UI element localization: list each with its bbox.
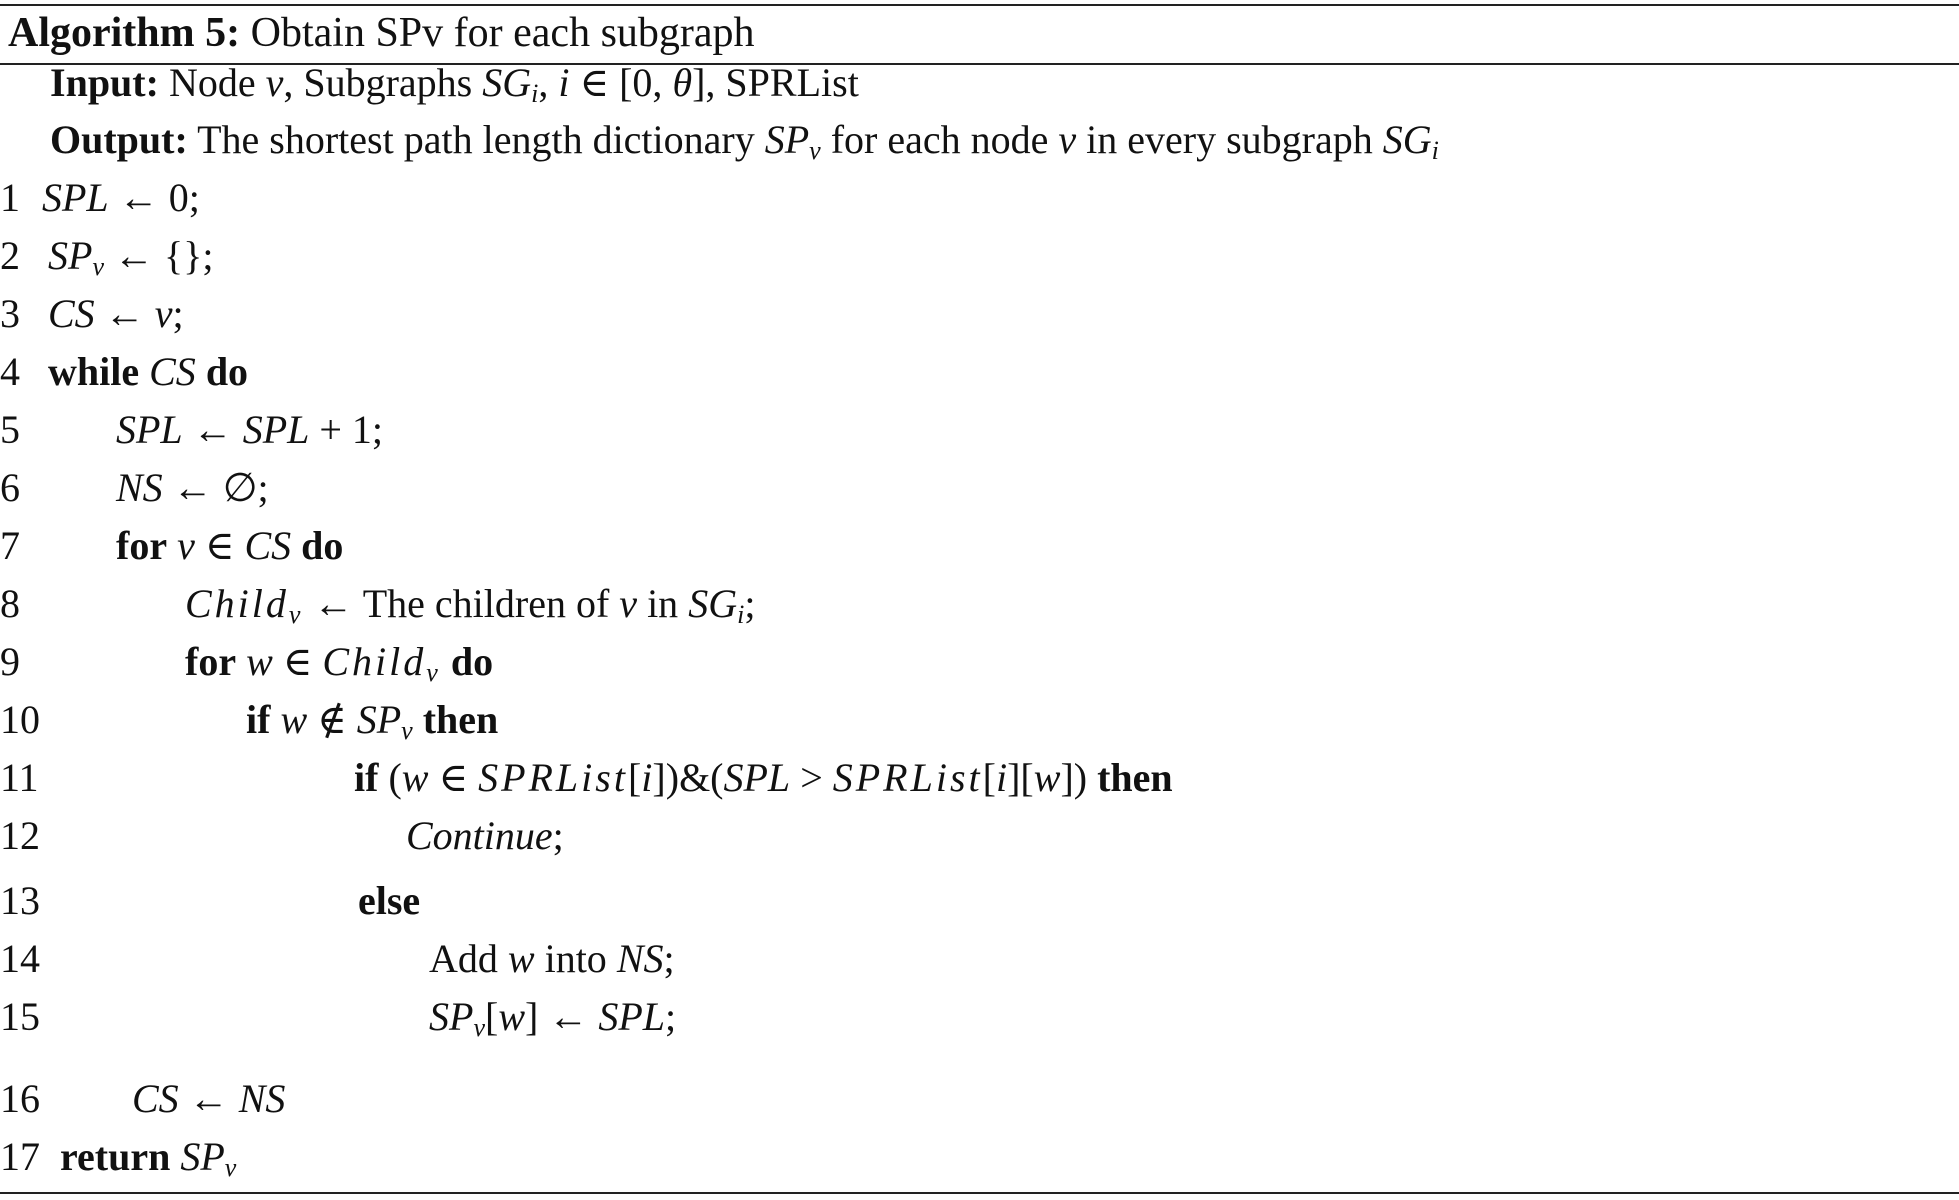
output-text-3: in every subgraph (1076, 117, 1383, 162)
line-number: 13 (0, 878, 40, 923)
line-number: 16 (0, 1076, 40, 1121)
input-label: Input: (50, 60, 159, 105)
output-text-1: The shortest path length dictionary (197, 117, 765, 162)
line-number: 7 (0, 523, 20, 568)
input-subgraph-symbol: $SG_i$ (482, 60, 539, 108)
bottom-rule (0, 1192, 1959, 1194)
input-text-1: Node (168, 60, 266, 105)
line-number: 4 (0, 349, 20, 394)
line-number: 5 (0, 407, 20, 452)
input-node-symbol: v (265, 60, 284, 105)
line-number: 9 (0, 639, 20, 684)
line-number: 2 (0, 233, 20, 278)
line-number: 12 (0, 813, 40, 858)
line-number: 14 (0, 936, 40, 981)
line-number: 3 (0, 291, 20, 336)
algorithm-label: Algorithm 5: (8, 10, 241, 56)
line-number: 1 (0, 175, 20, 220)
input-text-3: , SPRList (705, 60, 859, 105)
line-number: 6 (0, 465, 20, 510)
line-number: 8 (0, 581, 20, 626)
line-number: 17 (0, 1134, 40, 1179)
line-number: 11 (0, 755, 39, 800)
algorithm-caption (8, 6, 755, 60)
algorithm-title: Obtain SPv for each subgraph (250, 10, 755, 56)
output-text-2: for each node (820, 117, 1059, 162)
input-text-2: , Subgraphs (283, 60, 483, 105)
line-number: 15 (0, 994, 40, 1039)
line-number: 10 (0, 697, 40, 742)
output-label: Output: (50, 117, 188, 162)
